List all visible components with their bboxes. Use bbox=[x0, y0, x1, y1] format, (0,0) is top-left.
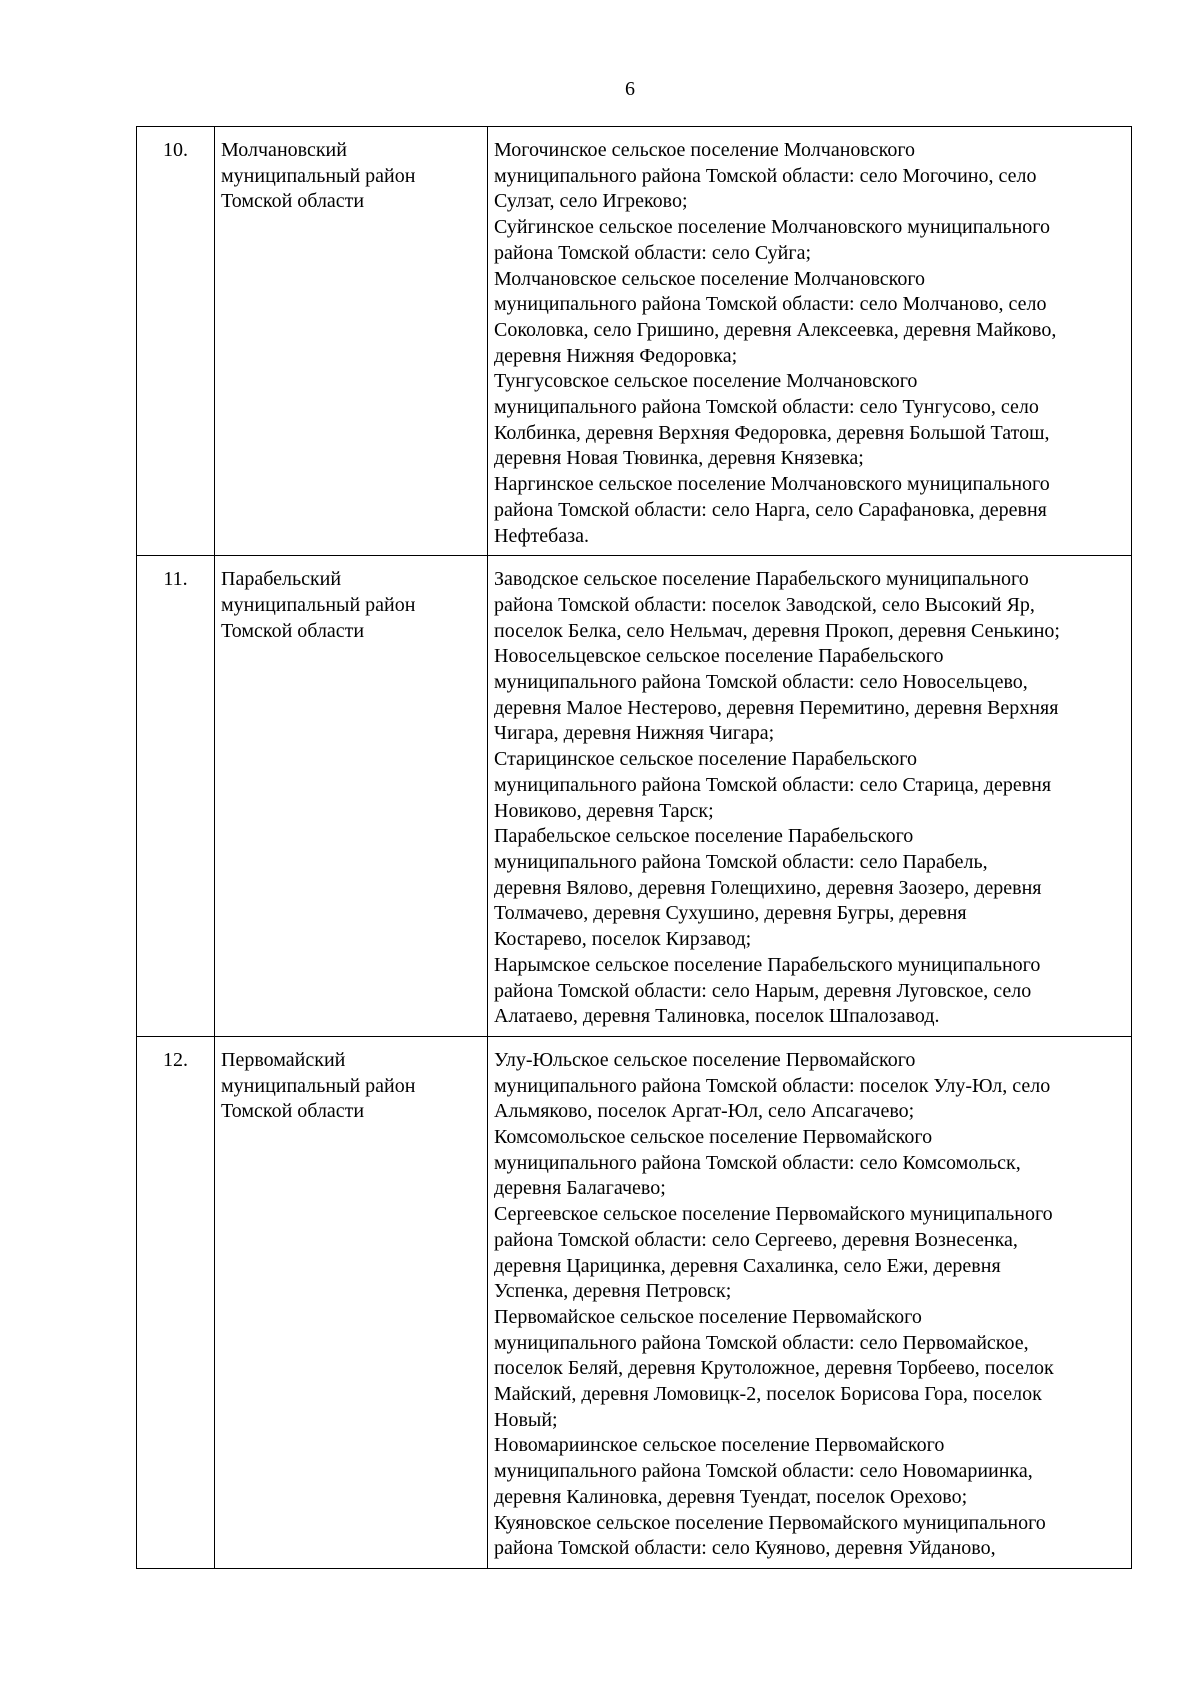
settlement-line: Новомариинское сельское поселение Первомайского bbox=[494, 1434, 945, 1457]
settlement-line: муниципального района Томской области: поселок Улу-Юл, село bbox=[494, 1074, 1051, 1097]
settlement-line: муниципального района Томской области: село Первомайское, bbox=[494, 1331, 1029, 1354]
settlement-line: деревня Балагачево; bbox=[494, 1177, 666, 1200]
settlement-line: поселок Белка, село Нельмач, деревня Прокоп, деревня Сенькино; bbox=[494, 619, 1060, 642]
row-number: 11. bbox=[137, 556, 215, 1037]
settlement-line: Новый; bbox=[494, 1408, 558, 1431]
page-number: 6 bbox=[625, 78, 635, 100]
settlement-line: муниципального района Томской области: село Парабель, bbox=[494, 850, 988, 873]
table-row bbox=[137, 1036, 1132, 1568]
settlement-line: района Томской области: поселок Заводской, село Высокий Яр, bbox=[494, 593, 1035, 616]
district-cell bbox=[215, 556, 488, 1037]
settlement-line: Старицинское сельское поселение Парабельского bbox=[494, 748, 917, 771]
district-cell bbox=[215, 1036, 488, 1568]
settlement-line: Новосельцевское сельское поселение Парабельского bbox=[494, 645, 944, 668]
settlement-line: Колбинка, деревня Верхняя Федоровка, деревня Большой Татош, bbox=[494, 421, 1050, 444]
settlement-line: Улу-Юльское сельское поселение Первомайского bbox=[494, 1048, 916, 1071]
district-name-line: муниципальный район bbox=[221, 164, 416, 187]
row-number: 10. bbox=[137, 127, 215, 556]
settlement-line: деревня Вялово, деревня Голещихино, деревня Заозеро, деревня bbox=[494, 876, 1042, 899]
settlement-line: муниципального района Томской области: село Тунгусово, село bbox=[494, 396, 1039, 419]
settlement-line: Наргинское сельское поселение Молчановского муниципального bbox=[494, 473, 1050, 496]
district-name-line: Томской области bbox=[221, 1100, 365, 1123]
settlement-line: Костарево, поселок Кирзавод; bbox=[494, 928, 752, 951]
settlement-line: деревня Малое Нестерово, деревня Перемитино, деревня Верхняя bbox=[494, 696, 1059, 719]
municipal-table bbox=[136, 126, 1132, 1569]
district-cell bbox=[215, 127, 488, 556]
settlement-line: муниципального района Томской области: село Новосельцево, bbox=[494, 671, 1028, 694]
settlement-line: деревня Калиновка, деревня Туендат, поселок Орехово; bbox=[494, 1485, 968, 1508]
settlement-line: Соколовка, село Гришино, деревня Алексеевка, деревня Майково, bbox=[494, 318, 1057, 341]
settlement-line: Парабельское сельское поселение Парабельского bbox=[494, 825, 914, 848]
settlement-line: муниципального района Томской области: село Комсомольск, bbox=[494, 1151, 1021, 1174]
settlement-line: Нефтебаза. bbox=[494, 524, 589, 547]
settlement-line: Чигара, деревня Нижняя Чигара; bbox=[494, 722, 775, 745]
settlement-line: Алатаево, деревня Талиновка, поселок Шпалозавод. bbox=[494, 1005, 940, 1028]
settlements-cell bbox=[488, 1036, 1132, 1568]
settlements-cell bbox=[488, 556, 1132, 1037]
settlement-line: Новиково, деревня Тарск; bbox=[494, 799, 714, 822]
settlement-line: муниципального района Томской области: село Могочино, село bbox=[494, 164, 1037, 187]
district-name-line: Молчановский bbox=[221, 139, 347, 161]
settlement-line: деревня Новая Тювинка, деревня Князевка; bbox=[494, 447, 864, 470]
settlement-line: Майский, деревня Ломовицк-2, поселок Борисова Гора, поселок bbox=[494, 1383, 1042, 1406]
settlement-line: поселок Беляй, деревня Крутоложное, деревня Торбеево, поселок bbox=[494, 1357, 1054, 1380]
table-row bbox=[137, 127, 1132, 556]
settlement-line: Суйгинское сельское поселение Молчановского муниципального bbox=[494, 216, 1050, 239]
settlement-line: муниципального района Томской области: село Старица, деревня bbox=[494, 773, 1052, 796]
settlement-line: Сергеевское сельское поселение Первомайского муниципального bbox=[494, 1203, 1053, 1226]
settlement-line: района Томской области: село Куяново, деревня Уйданово, bbox=[494, 1537, 996, 1560]
settlement-line: Могочинское сельское поселение Молчановского bbox=[494, 139, 916, 161]
district-name-line: Первомайский bbox=[221, 1048, 346, 1071]
district-name-line: Томской области bbox=[221, 190, 365, 213]
settlement-line: Нарымское сельское поселение Парабельского муниципального bbox=[494, 953, 1041, 976]
settlement-line: района Томской области: село Нарым, деревня Луговское, село bbox=[494, 979, 1032, 1002]
table-body bbox=[137, 127, 1132, 1569]
settlement-line: Молчановское сельское поселение Молчановского bbox=[494, 267, 926, 290]
settlement-line: муниципального района Томской области: село Молчаново, село bbox=[494, 293, 1047, 316]
settlement-line: Толмачево, деревня Сухушино, деревня Бугры, деревня bbox=[494, 902, 967, 925]
settlement-line: Успенка, деревня Петровск; bbox=[494, 1280, 732, 1303]
settlement-line: Альмяково, поселок Аргат-Юл, село Апсагачево; bbox=[494, 1100, 915, 1123]
district-name-line: Томской области bbox=[221, 619, 365, 642]
district-name-line: Парабельский bbox=[221, 568, 342, 591]
settlement-line: Куяновское сельское поселение Первомайского муниципального bbox=[494, 1511, 1046, 1534]
settlement-line: района Томской области: село Суйга; bbox=[494, 241, 812, 264]
settlement-line: Первомайское сельское поселение Первомайского bbox=[494, 1305, 922, 1328]
settlement-line: деревня Царицинка, деревня Сахалинка, село Ежи, деревня bbox=[494, 1254, 1001, 1277]
row-number: 12. bbox=[137, 1036, 215, 1568]
settlement-line: района Томской области: село Нарга, село Сарафановка, деревня bbox=[494, 498, 1047, 521]
district-name-line: муниципальный район bbox=[221, 1074, 416, 1097]
settlements-cell bbox=[488, 127, 1132, 556]
settlement-line: Заводское сельское поселение Парабельского муниципального bbox=[494, 568, 1029, 591]
settlement-line: Комсомольское сельское поселение Первомайского bbox=[494, 1126, 933, 1149]
settlement-line: Тунгусовское сельское поселение Молчановского bbox=[494, 370, 918, 393]
table-row bbox=[137, 556, 1132, 1037]
settlement-line: муниципального района Томской области: село Новомариинка, bbox=[494, 1460, 1033, 1483]
district-name-line: муниципальный район bbox=[221, 593, 416, 616]
settlement-line: района Томской области: село Сергеево, деревня Вознесенка, bbox=[494, 1228, 1018, 1251]
settlement-line: Сулзат, село Игреково; bbox=[494, 190, 688, 213]
settlement-line: деревня Нижняя Федоровка; bbox=[494, 344, 738, 367]
